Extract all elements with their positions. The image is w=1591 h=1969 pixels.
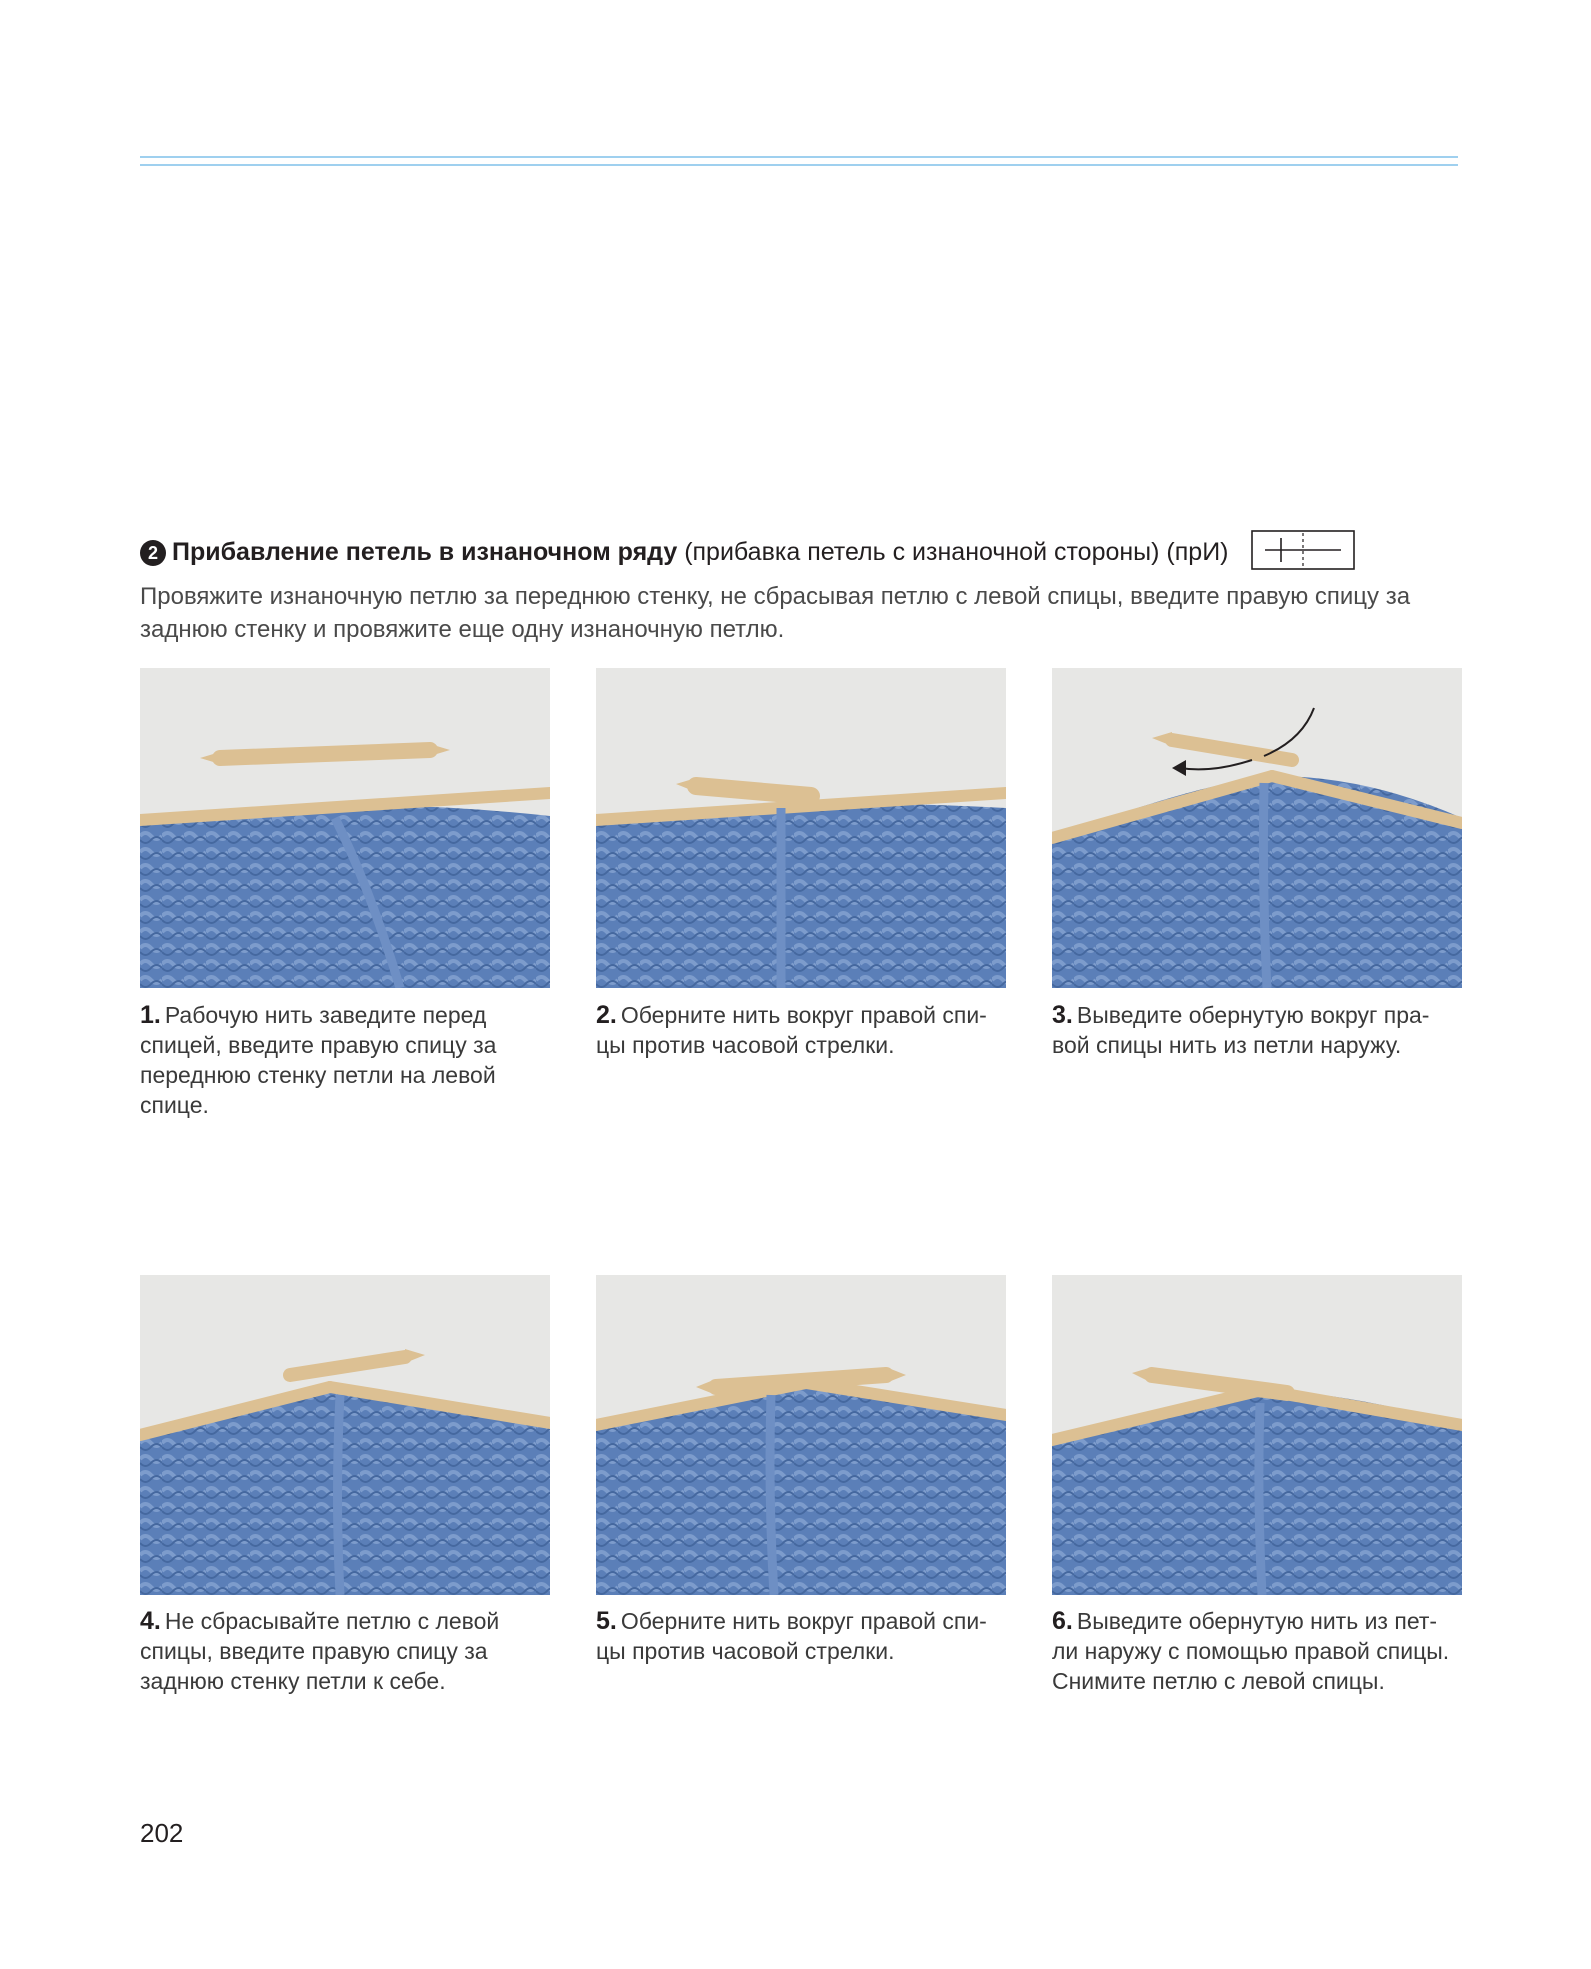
step-number: 5.	[596, 1607, 617, 1635]
step-number: 2.	[596, 1001, 617, 1029]
step-1-photo	[140, 668, 550, 988]
step-text: Не сбрасывайте петлю с левой спицы, введите правую спицу за заднюю стенку петли к себе.	[140, 1608, 500, 1694]
step-4-photo	[140, 1275, 550, 1595]
page-number: 202	[140, 1818, 184, 1848]
step-6-caption	[1052, 1606, 1462, 1696]
intro-text: Провяжите изнаночную петлю за переднюю стенку, не сбрасывая петлю с левой спицы, введите правую спицу за заднюю стенку и провяжите еще одну изнаночную петлю.	[140, 583, 1411, 643]
step-2-caption	[596, 1000, 1006, 1060]
section-heading	[140, 530, 1470, 579]
step-text: Оберните нить вокруг правой спи-цы против часовой стрелки.	[596, 1608, 987, 1664]
step-text: Выведите обернутую нить из пет-ли наружу с помощью правой спицы. Снимите петлю с левой спицы.	[1052, 1608, 1450, 1694]
step-6-photo	[1052, 1275, 1462, 1595]
step-1-caption	[140, 1000, 550, 1120]
step-text: Оберните нить вокруг правой спи-цы против часовой стрелки.	[596, 1002, 987, 1058]
step-number: 3.	[1052, 1001, 1073, 1029]
step-5-caption	[596, 1606, 1006, 1666]
step-number: 4.	[140, 1607, 161, 1635]
step-2-photo	[596, 668, 1006, 988]
step-4-caption	[140, 1606, 550, 1696]
step-3-photo	[1052, 668, 1462, 988]
number-bullet: 2	[140, 540, 166, 566]
purl-increase-symbol-icon	[1251, 530, 1355, 579]
heading-bold: Прибавление петель в изнаночном ряду	[172, 538, 678, 566]
step-3-caption	[1052, 1000, 1462, 1060]
top-rule-secondary	[140, 164, 1458, 166]
step-number: 6.	[1052, 1607, 1073, 1635]
step-number: 1.	[140, 1001, 161, 1029]
heading-subtitle: (прибавка петель с изнаночной стороны) (прИ)	[677, 538, 1229, 566]
step-5-photo	[596, 1275, 1006, 1595]
step-text: Рабочую нить заведите перед спицей, введите правую спицу за переднюю стенку петли на левой спице.	[140, 1002, 497, 1118]
step-text: Выведите обернутую вокруг пра-вой спицы нить из петли наружу.	[1052, 1002, 1430, 1058]
top-rule	[140, 156, 1458, 158]
